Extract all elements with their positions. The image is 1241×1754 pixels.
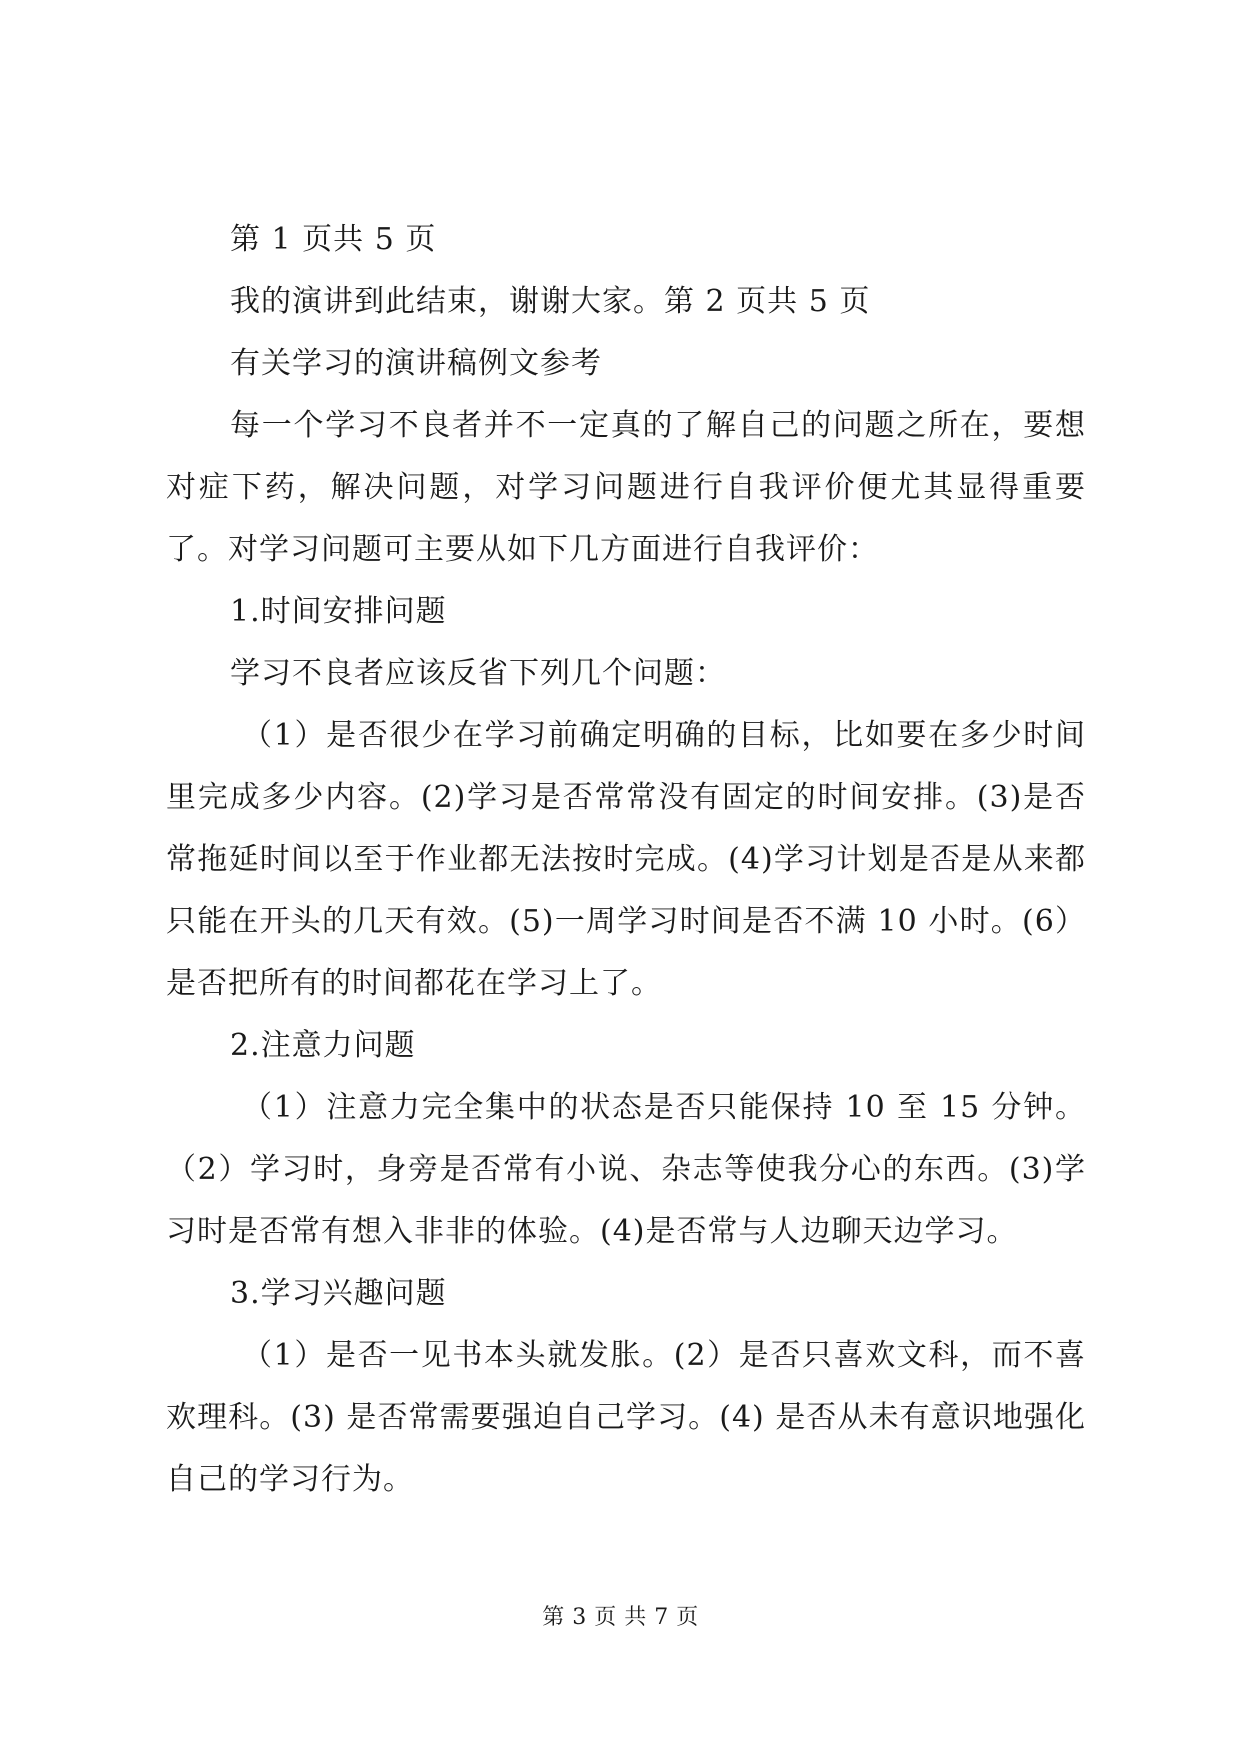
document-body — [166, 222, 1086, 1511]
section-heading: 1.时间安排问题 — [230, 594, 447, 629]
section-heading: 3.学习兴趣问题 — [230, 1276, 447, 1311]
section-lead: 学习不良者应该反省下列几个问题： — [230, 656, 726, 691]
section-body: （1）是否一见书本头就发胀。(2）是否只喜欢文科，而不喜欢理科。(3) 是否常需要强迫自己学习。(4) 是否从未有意识地强化自己的学习行为。 — [166, 1338, 1086, 1497]
page-footer: 第 3 页 共 7 页 — [542, 1605, 699, 1630]
document-title: 有关学习的演讲稿例文参考 — [230, 346, 602, 381]
section-heading: 2.注意力问题 — [230, 1028, 416, 1063]
intro-paragraph: 每一个学习不良者并不一定真的了解自己的问题之所在，要想对症下药，解决问题，对学习问题进行自我评价便尤其显得重要了。对学习问题可主要从如下几方面进行自我评价： — [166, 408, 1086, 567]
section-body: （1）是否很少在学习前确定明确的目标，比如要在多少时间里完成多少内容。(2)学习是否常常没有固定的时间安排。(3)是否常拖延时间以至于作业都无法按时完成。(4)学习计划是否是从来都只能在开头的几天有效。(5)一周学习时间是否不满 10 小时。(6）是否把所有的时间都花在学习上了。 — [166, 718, 1086, 1001]
section-body: （1）注意力完全集中的状态是否只能保持 10 至 15 分钟。（2）学习时，身旁是否常有小说、杂志等使我分心的东西。(3)学习时是否常有想入非非的体验。(4)是否常与人边聊天边学习。 — [166, 1090, 1086, 1249]
top-page-marker: 第 1 页共 5 页 — [230, 222, 437, 257]
closing-line: 我的演讲到此结束，谢谢大家。第 2 页共 5 页 — [230, 284, 871, 319]
